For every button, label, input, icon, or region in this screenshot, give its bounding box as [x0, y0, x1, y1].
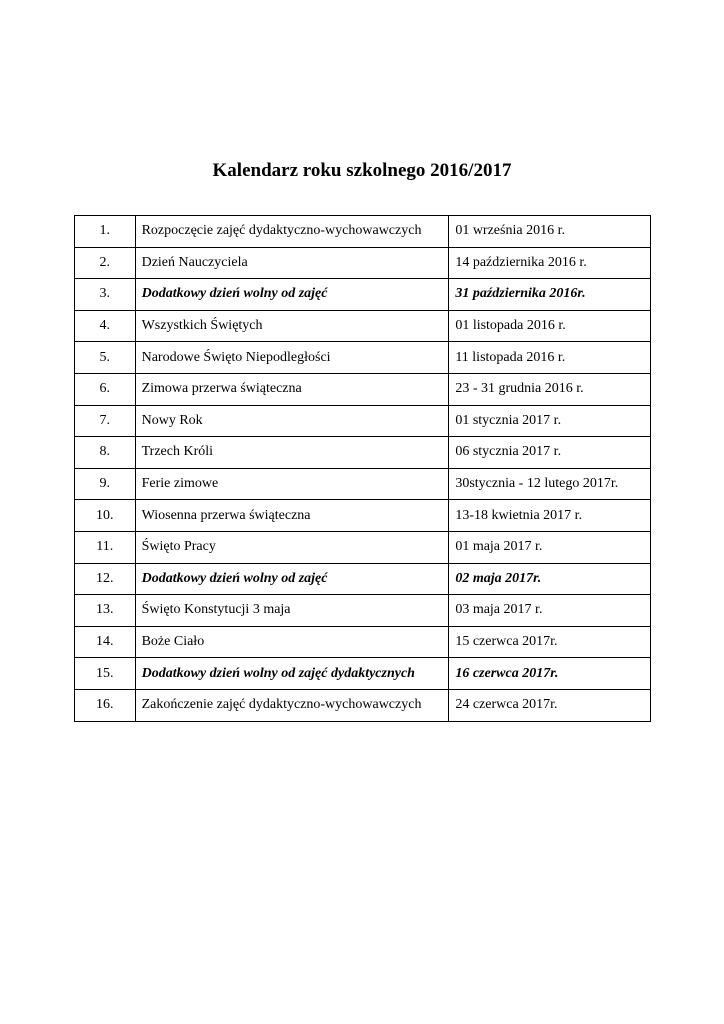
row-number: 15.	[75, 658, 136, 690]
table-row	[75, 437, 651, 469]
row-number: 3.	[75, 279, 136, 311]
event-date: 31 października 2016r.	[449, 279, 651, 311]
table-row	[75, 689, 651, 721]
event-name: Zimowa przerwa świąteczna	[135, 373, 449, 405]
event-date: 03 maja 2017 r.	[449, 595, 651, 627]
event-date: 30stycznia - 12 lutego 2017r.	[449, 468, 651, 500]
table-row	[75, 405, 651, 437]
row-number: 1.	[75, 216, 136, 248]
row-number: 14.	[75, 626, 136, 658]
table-row	[75, 373, 651, 405]
event-date: 16 czerwca 2017r.	[449, 658, 651, 690]
event-date: 06 stycznia 2017 r.	[449, 437, 651, 469]
event-name: Święto Pracy	[135, 531, 449, 563]
event-date: 23 - 31 grudnia 2016 r.	[449, 373, 651, 405]
event-name: Dodatkowy dzień wolny od zajęć dydaktycznych	[135, 658, 449, 690]
event-date: 01 stycznia 2017 r.	[449, 405, 651, 437]
event-date: 14 października 2016 r.	[449, 247, 651, 279]
event-date: 24 czerwca 2017r.	[449, 689, 651, 721]
row-number: 6.	[75, 373, 136, 405]
row-number: 10.	[75, 500, 136, 532]
event-name: Wszystkich Świętych	[135, 310, 449, 342]
event-date: 01 września 2016 r.	[449, 216, 651, 248]
row-number: 12.	[75, 563, 136, 595]
table-row	[75, 342, 651, 374]
event-name: Zakończenie zajęć dydaktyczno-wychowawczych	[135, 689, 449, 721]
event-name: Nowy Rok	[135, 405, 449, 437]
row-number: 11.	[75, 531, 136, 563]
row-number: 8.	[75, 437, 136, 469]
event-name: Boże Ciało	[135, 626, 449, 658]
table-row	[75, 310, 651, 342]
event-name: Święto Konstytucji 3 maja	[135, 595, 449, 627]
event-name: Trzech Króli	[135, 437, 449, 469]
row-number: 2.	[75, 247, 136, 279]
table-row	[75, 247, 651, 279]
table-row	[75, 468, 651, 500]
calendar-table	[74, 215, 651, 722]
row-number: 5.	[75, 342, 136, 374]
event-date: 11 listopada 2016 r.	[449, 342, 651, 374]
row-number: 9.	[75, 468, 136, 500]
row-number: 7.	[75, 405, 136, 437]
table-row	[75, 500, 651, 532]
table-row	[75, 626, 651, 658]
event-date: 01 listopada 2016 r.	[449, 310, 651, 342]
event-date: 15 czerwca 2017r.	[449, 626, 651, 658]
table-row	[75, 279, 651, 311]
row-number: 13.	[75, 595, 136, 627]
table-row	[75, 563, 651, 595]
event-name: Narodowe Święto Niepodległości	[135, 342, 449, 374]
row-number: 4.	[75, 310, 136, 342]
table-row	[75, 531, 651, 563]
row-number: 16.	[75, 689, 136, 721]
page-title: Kalendarz roku szkolnego 2016/2017	[212, 160, 512, 181]
event-name: Dodatkowy dzień wolny od zajęć	[135, 279, 449, 311]
event-date: 02 maja 2017r.	[449, 563, 651, 595]
event-date: 13-18 kwietnia 2017 r.	[449, 500, 651, 532]
event-name: Dodatkowy dzień wolny od zajęć	[135, 563, 449, 595]
event-name: Rozpoczęcie zajęć dydaktyczno-wychowawczych	[135, 216, 449, 248]
event-name: Ferie zimowe	[135, 468, 449, 500]
event-date: 01 maja 2017 r.	[449, 531, 651, 563]
calendar-table-body	[75, 216, 651, 722]
table-row	[75, 216, 651, 248]
table-row	[75, 595, 651, 627]
table-row	[75, 658, 651, 690]
event-name: Dzień Nauczyciela	[135, 247, 449, 279]
event-name: Wiosenna przerwa świąteczna	[135, 500, 449, 532]
